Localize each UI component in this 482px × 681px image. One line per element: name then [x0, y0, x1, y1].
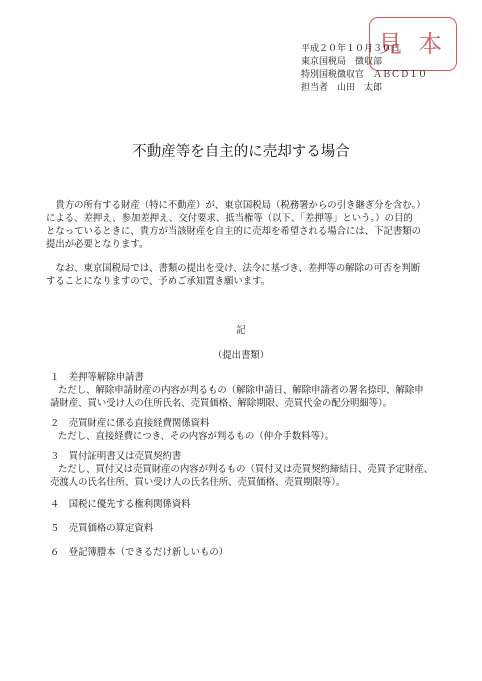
item-title: ２ 売買財産に係る直接経費関係資料 [50, 418, 210, 429]
body-line: 提出が必要となります。 [46, 239, 149, 250]
item-title: ３ 買付証明書又は売買契約書 [50, 451, 182, 462]
item-title: ４ 国税に優先する権利関係資料 [50, 499, 191, 510]
body-line: となっているときに、貴方が当該財産を自主的に売却を希望される場合には、下記書類の [46, 226, 422, 237]
item-desc: ただし、買付又は売買財産の内容が判るもの（買付又は売買契約締結日、売買予定財産、 [58, 464, 434, 475]
header-person: 担当者 山田 太郎 [301, 83, 383, 93]
item-title: ６ 登記簿謄本（できるだけ新しいもの） [50, 547, 229, 558]
sample-stamp: 見本 [369, 17, 457, 71]
body-line: なお、東京国税局では、書類の提出を受け、法令に基づき、差押等の解除の可否を判断 [46, 263, 421, 274]
item-desc: ただし、直接経費につき、その内容が判るもの（仲介手数料等）。 [58, 431, 334, 442]
body-line: することになりますので、予めご承知置き願います。 [46, 276, 271, 287]
document-title: 不動産等を自主的に売却する場合 [132, 144, 350, 160]
item-title: ５ 売買価格の算定資料 [50, 523, 154, 534]
ki-heading: 記 [236, 325, 246, 336]
body-line: 貴方の所有する財産（特に不動産）が、東京国税局（税務署からの引き継ぎ分を含む。） [46, 200, 426, 211]
header-officer: 特別国税徴収官 ＡＢＣＤ１０ [301, 70, 428, 80]
header-office: 東京国税局 徴収部 [301, 57, 383, 67]
body-line: による、差押え、参加差押え、交付要求、抵当権等（以下、「差押等」という。）の目的 [46, 213, 413, 224]
item-title: １ 差押等解除申請書 [50, 372, 144, 383]
item-desc: 請財産、買い受け人の住所氏名、売買価格、解除期限、売買代金の配分明細等）。 [50, 398, 393, 409]
item-desc: 売渡人の氏名住所、買い受け人の氏名住所、売買価格、売買期限等）。 [50, 477, 346, 488]
item-desc: ただし、解除申請財産の内容が判るもの（解除申請日、解除申請者の署名捺印、解除申 [58, 385, 424, 396]
documents-subheading: （提出書類） [212, 350, 270, 361]
header-date: 平成２０年１０月３０日 [301, 44, 401, 54]
